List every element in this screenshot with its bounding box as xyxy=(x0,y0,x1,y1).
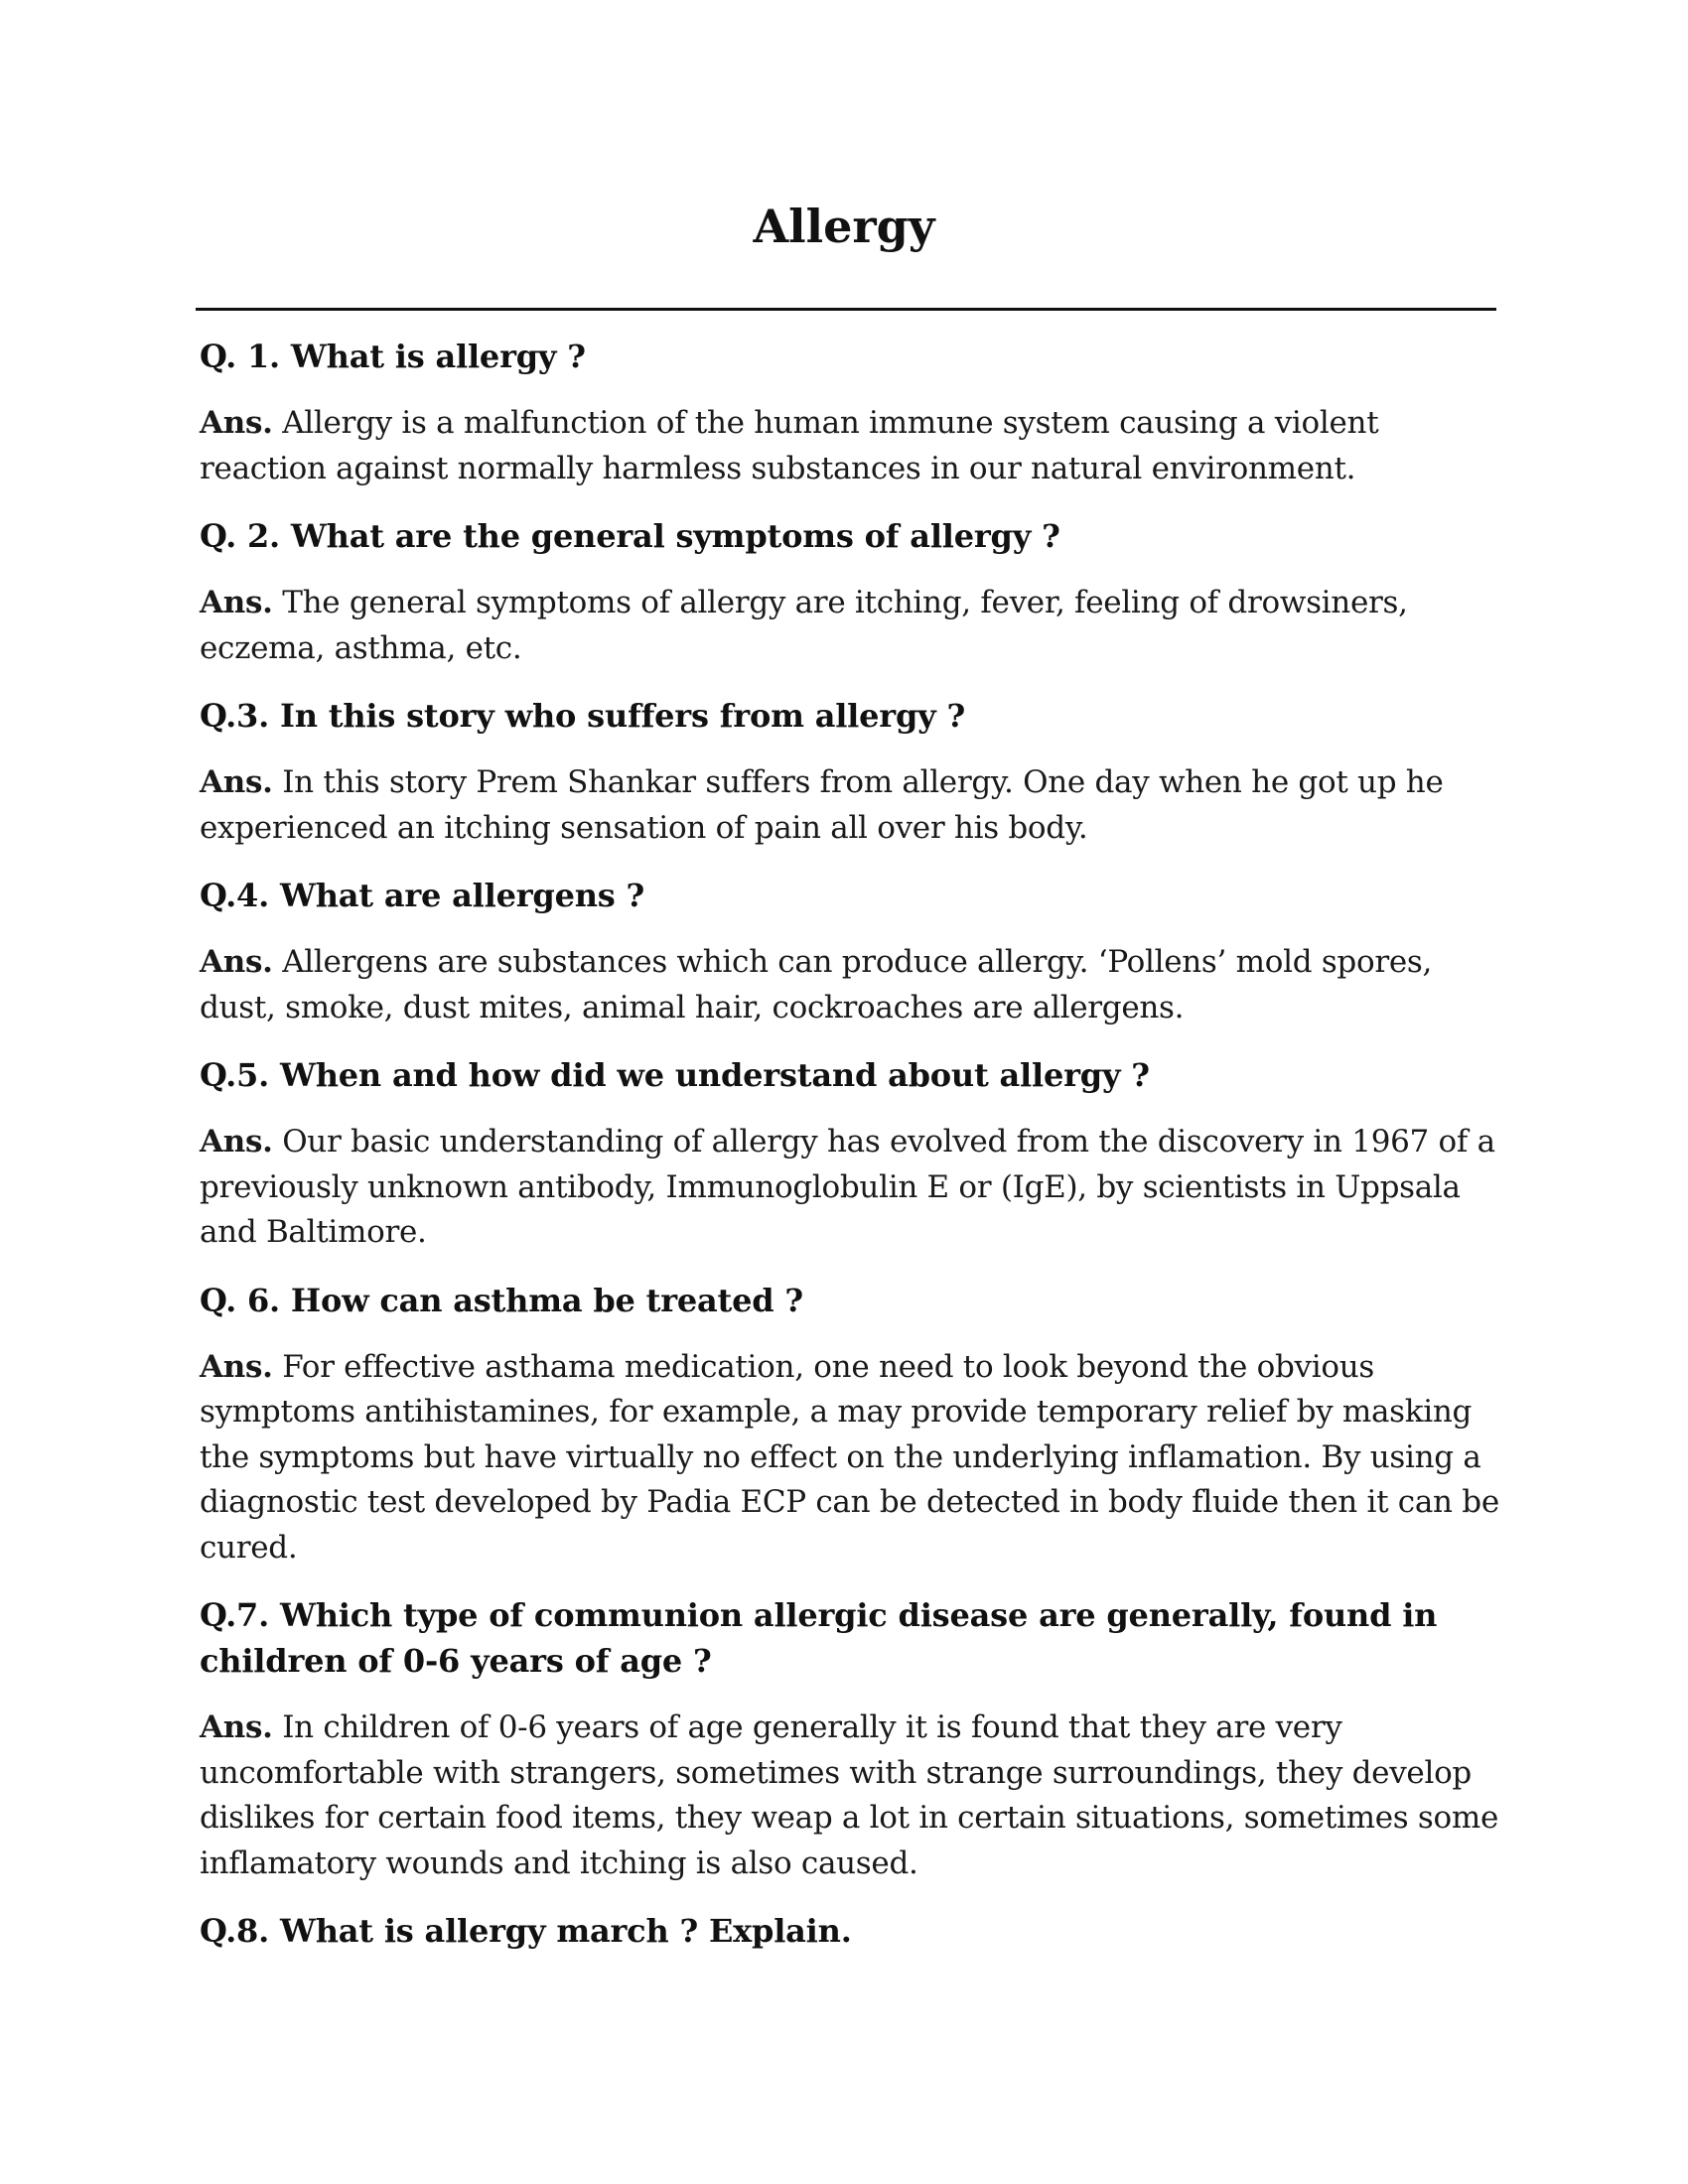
answer-5 xyxy=(200,1120,1500,1256)
answer-7 xyxy=(200,1706,1500,1886)
answer-6 xyxy=(200,1345,1500,1571)
answer-label: Ans. xyxy=(200,585,273,620)
answer-3 xyxy=(200,760,1500,851)
title-divider xyxy=(196,308,1496,311)
answer-text: The general symptoms of allergy are itching, fever, feeling of drowsiners, eczema, asthma, etc. xyxy=(200,585,1408,666)
answer-label: Ans. xyxy=(200,405,273,441)
question-4: Q.4. What are allergens ? xyxy=(200,877,645,914)
question-8: Q.8. What is allergy march ? Explain. xyxy=(200,1912,852,1950)
qa-list xyxy=(200,334,1500,1976)
question-3: Q.3. In this story who suffers from allergy ? xyxy=(200,697,966,735)
answer-label: Ans. xyxy=(200,1709,273,1745)
question-7: Q.7. Which type of communion allergic disease are generally, found in children of 0-6 years of age ? xyxy=(200,1596,1438,1680)
answer-2 xyxy=(200,581,1500,671)
answer-4 xyxy=(200,940,1500,1030)
answer-text: Our basic understanding of allergy has evolved from the discovery in 1967 of a previously unknown antibody, Immunoglobulin E or (IgE), by scientists in Uppsala and Baltimore. xyxy=(200,1124,1495,1250)
answer-text: Allergens are substances which can produce allergy. ‘Pollens’ mold spores, dust, smoke, dust mites, animal hair, cockroaches are allergens. xyxy=(200,944,1433,1025)
answer-label: Ans. xyxy=(200,1124,273,1160)
answer-label: Ans. xyxy=(200,764,273,800)
answer-text: Allergy is a malfunction of the human immune system causing a violent reaction against normally harmless substances in our natural environment. xyxy=(200,405,1379,486)
answer-1 xyxy=(200,401,1500,491)
question-1: Q. 1. What is allergy ? xyxy=(200,338,586,375)
page-title: Allergy xyxy=(753,200,935,253)
answer-label: Ans. xyxy=(200,1348,273,1385)
answer-text: In this story Prem Shankar suffers from allergy. One day when he got up he experienced an itching sensation of pain all over his body. xyxy=(200,764,1444,846)
answer-text: For effective asthama medication, one need to look beyond the obvious symptoms antihistamines, for example, a may provide temporary relief by masking the symptoms but have virtually no effect on the underlying inflamation. By using a diagnostic test developed by Padia ECP can be detected in body fluide then it can be cured. xyxy=(200,1348,1499,1566)
question-2: Q. 2. What are the general symptoms of allergy ? xyxy=(200,517,1060,555)
answer-text: In children of 0-6 years of age generally it is found that they are very uncomfortable with strangers, sometimes with strange surroundings, they develop dislikes for certain food items, they weap a lot in certain situations, sometimes some inflamatory wounds and itching is also caused. xyxy=(200,1709,1499,1881)
question-6: Q. 6. How can asthma be treated ? xyxy=(200,1281,803,1319)
answer-label: Ans. xyxy=(200,944,273,980)
question-5: Q.5. When and how did we understand about allergy ? xyxy=(200,1056,1150,1094)
